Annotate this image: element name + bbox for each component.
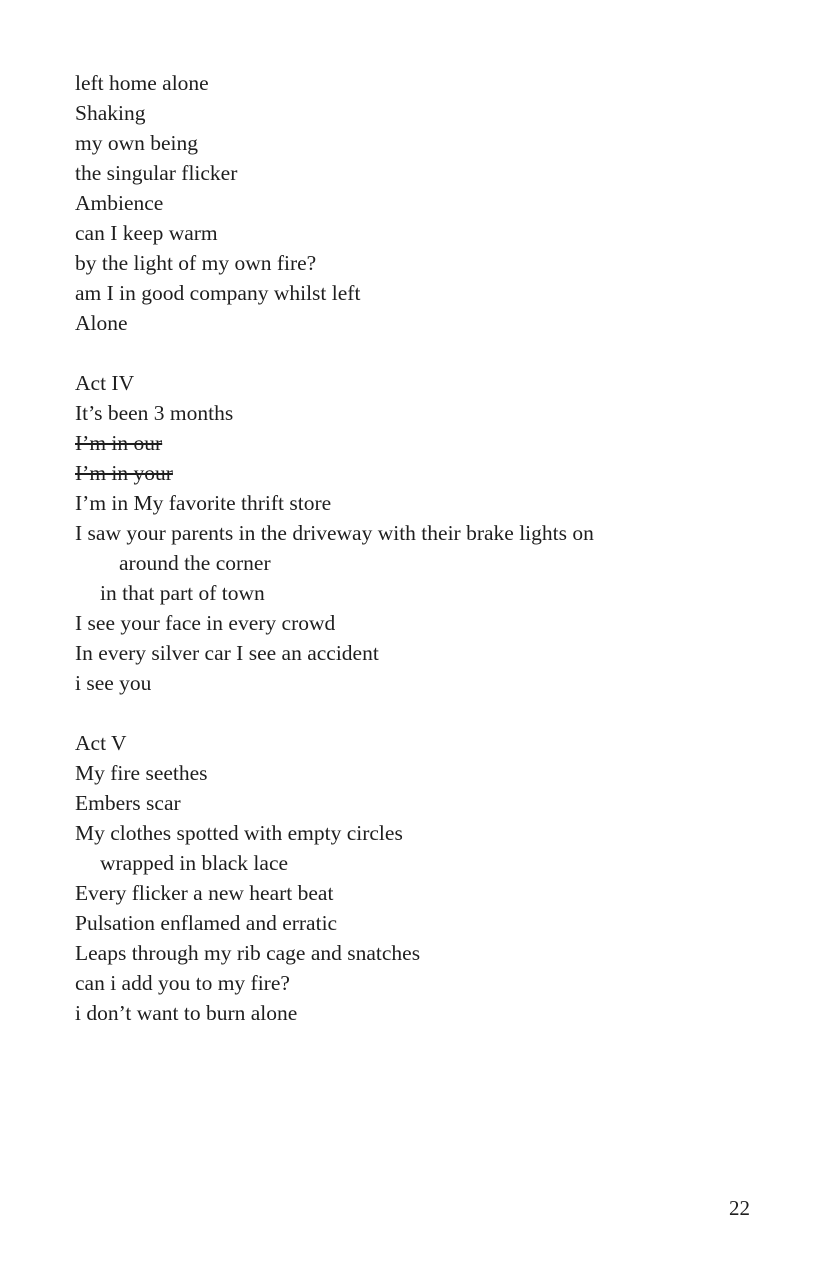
poem-line-indented: in that part of town xyxy=(100,581,265,605)
poem-line: i don’t want to burn alone xyxy=(75,1001,298,1025)
poem-line: Ambience xyxy=(75,191,164,215)
poem-line: I saw your parents in the driveway with their brake lights on xyxy=(75,521,594,545)
poem-line: Every flicker a new heart beat xyxy=(75,881,334,905)
poem-line: can I keep warm xyxy=(75,221,218,245)
poem-line-struck xyxy=(75,428,775,458)
poem-line-struck xyxy=(75,458,775,488)
poem-line: I see your face in every crowd xyxy=(75,611,336,635)
poem-line: Embers scar xyxy=(75,791,181,815)
poem-line: It’s been 3 months xyxy=(75,401,234,425)
poem-line-indented: wrapped in black lace xyxy=(100,851,289,875)
act-iv-section xyxy=(75,368,775,698)
poem-line: My fire seethes xyxy=(75,761,208,785)
poem-line: left home alone xyxy=(75,71,209,95)
act-v-heading: Act V xyxy=(75,731,127,755)
struck-text: I’m in our xyxy=(75,431,163,455)
stanza-gap xyxy=(75,698,775,728)
act-iv-heading: Act IV xyxy=(75,371,135,395)
poem-line: Pulsation enflamed and erratic xyxy=(75,911,338,935)
poem-line: I’m in My favorite thrift store xyxy=(75,491,332,515)
poem-line: the singular flicker xyxy=(75,161,238,185)
poem-line: by the light of my own fire? xyxy=(75,251,317,275)
poem-line: can i add you to my fire? xyxy=(75,971,290,995)
struck-text: I’m in your xyxy=(75,461,173,485)
poem-line: am I in good company whilst left xyxy=(75,281,361,305)
poem-line: Leaps through my rib cage and snatches xyxy=(75,941,421,965)
poem-line-indented: around the corner xyxy=(119,551,271,575)
poem-line: Alone xyxy=(75,311,128,335)
poem-line: my own being xyxy=(75,131,199,155)
poem-body xyxy=(75,68,775,1028)
stanza-1 xyxy=(75,68,775,338)
poem-line: My clothes spotted with empty circles xyxy=(75,821,403,845)
poem-line: In every silver car I see an accident xyxy=(75,641,379,665)
poem-line: Shaking xyxy=(75,101,146,125)
stanza-gap xyxy=(75,338,775,368)
act-v-section xyxy=(75,728,775,1028)
page-number: 22 xyxy=(729,1196,750,1220)
poem-line: i see you xyxy=(75,671,152,695)
